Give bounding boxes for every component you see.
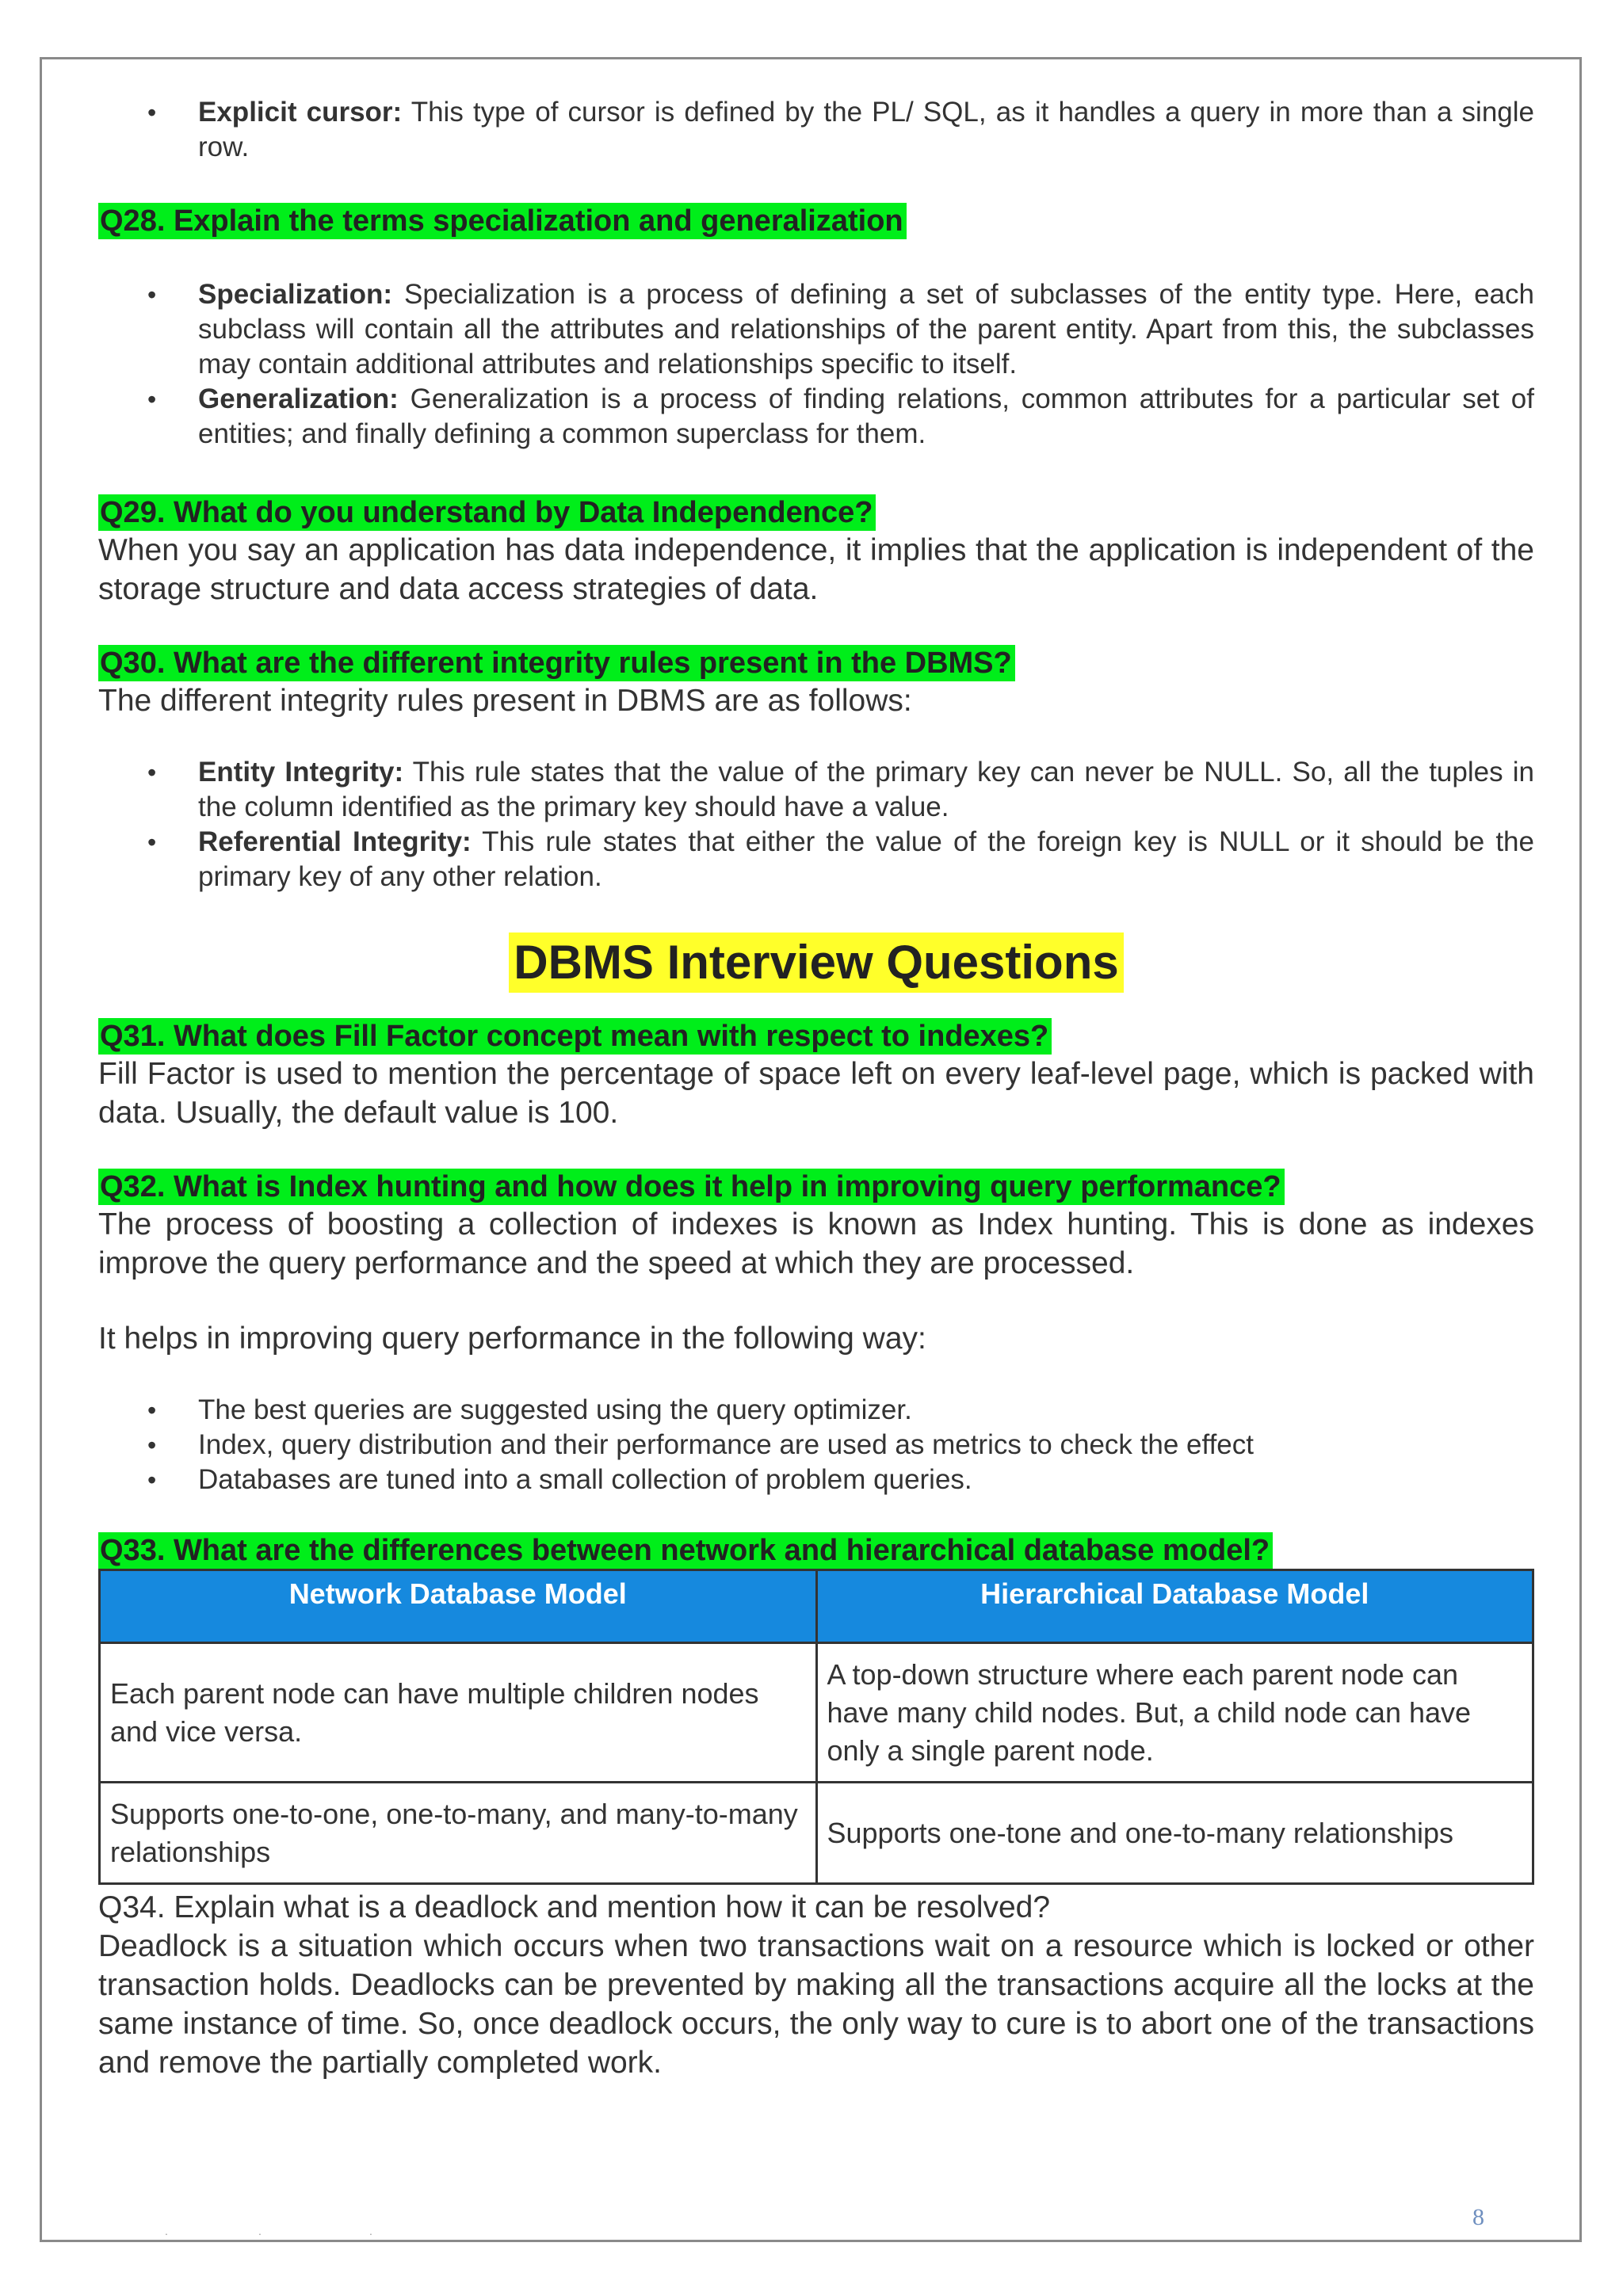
q28-block [98, 203, 1534, 239]
question-heading: Q29. What do you understand by Data Independence? [98, 494, 876, 531]
document-content [98, 95, 1534, 2082]
footer-dot: . [369, 2225, 372, 2237]
answer-text: The process of boosting a collection of indexes is known as Index hunting. This is done as indexes improve the query performance and the speed at which they are processed. [98, 1207, 1534, 1280]
table-cell: Supports one-tone and one-to-many relationships [816, 1783, 1533, 1884]
section-title: DBMS Interview Questions [98, 933, 1534, 993]
table-header-cell: Network Database Model [100, 1570, 817, 1643]
list-item: • Specialization: Specialization is a process of defining a set of subclasses of the entity type. Here, each subclass will contain all the attributes and relationships of the parent entity. Apart from this, the subclasses may contain additional attributes and relationships specific to itself. [98, 277, 1534, 382]
q31-block [98, 1018, 1534, 1055]
list-item: • Index, query distribution and their performance are used as metrics to check the effect [98, 1428, 1534, 1463]
table-header-row [100, 1570, 1533, 1643]
question-heading: Q34. Explain what is a deadlock and mention how it can be resolved? [98, 1890, 1051, 1924]
list-item: • The best queries are suggested using the query optimizer. [98, 1393, 1534, 1428]
table-header-cell: Hierarchical Database Model [816, 1570, 1533, 1643]
answer-text: It helps in improving query performance in the following way: [98, 1322, 926, 1356]
table-row [100, 1783, 1533, 1884]
q30-block [98, 645, 1534, 681]
question-heading: Q30. What are the different integrity rules present in the DBMS? [98, 645, 1015, 681]
list-item: • Generalization: Generalization is a process of finding relations, common attributes for a particular set of entities; and finally defining a common superclass for them. [98, 382, 1534, 452]
list-item: • Referential Integrity: This rule states that either the value of the foreign key is NULL or it should be the primary key of any other relation. [98, 825, 1534, 894]
q32-list [98, 1393, 1534, 1497]
answer-text: The different integrity rules present in DBMS are as follows: [98, 684, 912, 718]
question-heading: Q28. Explain the terms specialization and generalization [98, 203, 907, 239]
q30-list [98, 755, 1534, 894]
q29-block [98, 494, 1534, 531]
answer-text: Deadlock is a situation which occurs when two transactions wait on a resource which is locked or other transaction holds. Deadlocks can be prevented by making all the transactions acquire all the locks at the same instance of time. So, once deadlock occurs, the only way to cure is to abort one of the transactions and remove the partially completed work. [98, 1929, 1534, 2080]
cursor-list [98, 95, 1534, 165]
page-number: 8 [1472, 2204, 1484, 2230]
answer-text: Fill Factor is used to mention the percentage of space left on every leaf-level page, which is packed with data. Usually, the default value is 100. [98, 1057, 1534, 1130]
question-heading: Q33. What are the differences between network and hierarchical database model? [98, 1532, 1273, 1569]
answer-text: When you say an application has data independence, it implies that the application is independent of the storage structure and data access strategies of data. [98, 533, 1534, 606]
footer-dot: . [165, 2225, 168, 2237]
list-item: • Entity Integrity: This rule states that the value of the primary key can never be NULL. So, all the tuples in the column identified as the primary key should have a value. [98, 755, 1534, 825]
table-cell: A top-down structure where each parent node can have many child nodes. But, a child node can have only a single parent node. [816, 1643, 1533, 1783]
question-heading: Q31. What does Fill Factor concept mean with respect to indexes? [98, 1018, 1052, 1055]
list-item: • Explicit cursor: This type of cursor is defined by the PL/ SQL, as it handles a query in more than a single row. [98, 95, 1534, 165]
list-item: • Databases are tuned into a small collection of problem queries. [98, 1463, 1534, 1497]
q32-block [98, 1169, 1534, 1205]
comparison-table [98, 1569, 1534, 1885]
table-cell: Supports one-to-one, one-to-many, and many-to-many relationships [100, 1783, 817, 1884]
q28-list [98, 277, 1534, 452]
q33-block [98, 1532, 1534, 1569]
footer-dot: . [258, 2225, 262, 2237]
table-cell: Each parent node can have multiple children nodes and vice versa. [100, 1643, 817, 1783]
question-heading: Q32. What is Index hunting and how does it help in improving query performance? [98, 1169, 1285, 1205]
table-row [100, 1643, 1533, 1783]
